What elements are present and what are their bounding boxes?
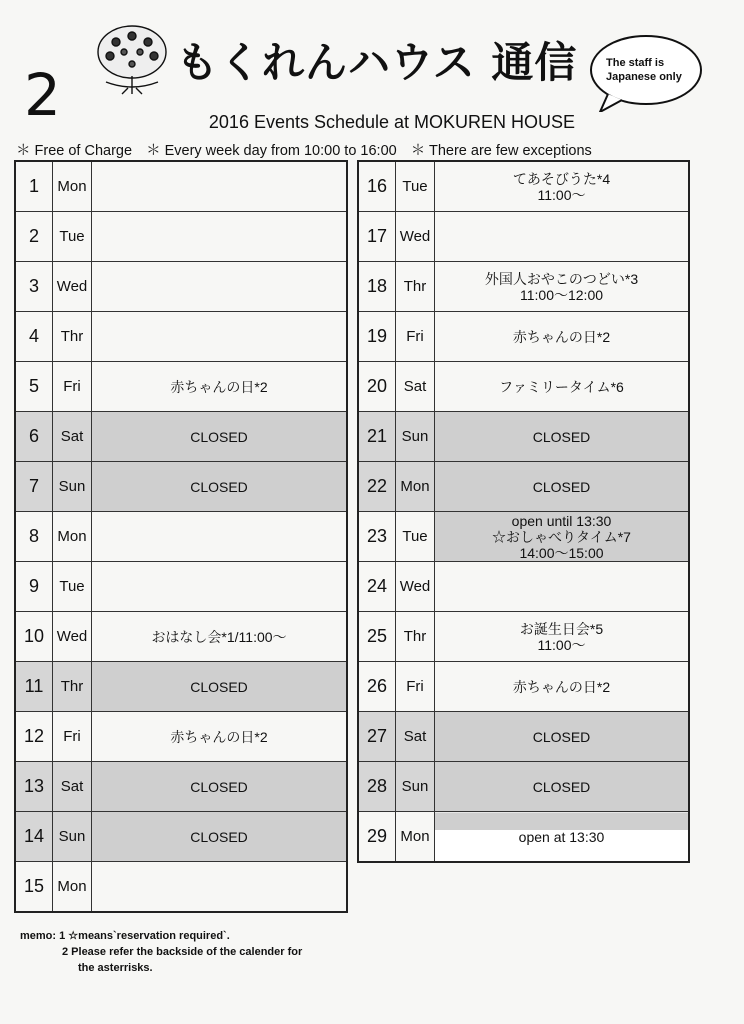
calendar-row xyxy=(15,462,347,512)
day-of-week: Sun xyxy=(396,412,435,462)
event-cell xyxy=(435,662,690,712)
calendar-row xyxy=(358,512,689,562)
event-cell: CLOSED xyxy=(92,762,348,812)
newsletter-title: もくれんハウス 通信 xyxy=(176,38,578,87)
event-cell xyxy=(435,262,690,312)
day-number: 6 xyxy=(15,412,53,462)
day-number: 3 xyxy=(15,262,53,312)
calendar-row xyxy=(15,262,347,312)
calendar-row xyxy=(358,212,689,262)
day-number: 18 xyxy=(358,262,396,312)
event-line: てあそびうた*4 xyxy=(512,170,611,187)
calendar-row xyxy=(358,762,689,812)
day-number: 10 xyxy=(15,612,53,662)
calendar-row xyxy=(15,762,347,812)
calendar-row xyxy=(358,562,689,612)
note-hours: ＊ Every week day from 10:00 to 16:00 xyxy=(146,143,397,159)
day-of-week: Fri xyxy=(53,362,92,412)
day-of-week: Mon xyxy=(396,812,435,863)
day-number: 19 xyxy=(358,312,396,362)
month-number: 2 xyxy=(24,61,61,129)
calendar-row xyxy=(15,862,347,913)
event-line: CLOSED xyxy=(532,428,591,445)
day-of-week: Wed xyxy=(396,212,435,262)
day-of-week: Thr xyxy=(396,612,435,662)
event-cell xyxy=(435,161,690,212)
calendar-row xyxy=(15,812,347,862)
event-line: ファミリータイム*6 xyxy=(499,378,624,395)
day-number: 25 xyxy=(358,612,396,662)
day-of-week: Tue xyxy=(53,562,92,612)
event-line: 14:00〜15:00 xyxy=(519,544,604,561)
day-number: 24 xyxy=(358,562,396,612)
day-number: 1 xyxy=(15,161,53,212)
day-of-week: Sat xyxy=(53,762,92,812)
day-of-week: Wed xyxy=(396,562,435,612)
event-line: 赤ちゃんの日*2 xyxy=(512,328,611,345)
day-number: 29 xyxy=(358,812,396,863)
event-line: 外国人おやこのつどい*3 xyxy=(484,270,639,287)
calendar-row xyxy=(15,312,347,362)
event-cell xyxy=(435,462,690,512)
day-number: 20 xyxy=(358,362,396,412)
event-cell xyxy=(435,312,690,362)
event-line: CLOSED xyxy=(532,478,591,495)
event-cell xyxy=(92,512,348,562)
calendar-row xyxy=(358,312,689,362)
day-number: 22 xyxy=(358,462,396,512)
schedule-subtitle: 2016 Events Schedule at MOKUREN HOUSE xyxy=(208,112,576,132)
day-number: 7 xyxy=(15,462,53,512)
event-cell xyxy=(92,262,348,312)
day-number: 16 xyxy=(358,161,396,212)
day-number: 2 xyxy=(15,212,53,262)
event-cell: 赤ちゃんの日*2 xyxy=(92,362,348,412)
calendar-row xyxy=(15,212,347,262)
event-cell xyxy=(435,712,690,762)
event-line: ☆おしゃべりタイム*7 xyxy=(492,528,631,545)
day-number: 28 xyxy=(358,762,396,812)
event-cell: 赤ちゃんの日*2 xyxy=(92,712,348,762)
day-number: 4 xyxy=(15,312,53,362)
day-of-week: Sun xyxy=(396,762,435,812)
event-cell xyxy=(435,562,690,612)
schedule-notes xyxy=(16,139,592,160)
day-number: 14 xyxy=(15,812,53,862)
day-of-week: Wed xyxy=(53,262,92,312)
event-cell xyxy=(92,562,348,612)
calendar-row xyxy=(358,161,689,212)
day-of-week: Sat xyxy=(396,362,435,412)
day-of-week: Tue xyxy=(396,161,435,212)
event-line: 11:00〜 xyxy=(537,186,586,203)
event-cell xyxy=(435,412,690,462)
event-cell: CLOSED xyxy=(92,412,348,462)
staff-language-note: The staff is Japanese only xyxy=(606,57,682,83)
event-cell xyxy=(435,762,690,812)
event-cell xyxy=(435,512,690,562)
day-number: 13 xyxy=(15,762,53,812)
calendar-row xyxy=(15,662,347,712)
peacock-logo-icon xyxy=(92,22,172,104)
calendar-row xyxy=(358,262,689,312)
event-cell xyxy=(435,212,690,262)
event-cell xyxy=(435,362,690,412)
event-line: open at 13:30 xyxy=(518,828,605,845)
day-of-week: Fri xyxy=(53,712,92,762)
day-number: 15 xyxy=(15,862,53,913)
day-of-week: Fri xyxy=(396,662,435,712)
calendar-right-table xyxy=(357,160,690,863)
calendar-row xyxy=(15,712,347,762)
day-number: 21 xyxy=(358,412,396,462)
calendar-row xyxy=(358,612,689,662)
event-cell: CLOSED xyxy=(92,662,348,712)
memo xyxy=(20,928,302,976)
day-number: 27 xyxy=(358,712,396,762)
day-number: 9 xyxy=(15,562,53,612)
memo-label: memo: xyxy=(20,930,57,942)
day-of-week: Mon xyxy=(53,512,92,562)
day-of-week: Sun xyxy=(53,462,92,512)
calendar-row xyxy=(358,712,689,762)
day-number: 12 xyxy=(15,712,53,762)
memo-line-3: the asterrisks. xyxy=(78,962,153,974)
calendar-row xyxy=(15,612,347,662)
memo-line-1: 1 ☆means`reservation required`. xyxy=(59,930,230,942)
event-cell xyxy=(435,812,690,863)
calendar-row xyxy=(358,462,689,512)
calendar-row xyxy=(358,362,689,412)
day-number: 5 xyxy=(15,362,53,412)
calendar-row xyxy=(358,812,689,863)
event-cell: CLOSED xyxy=(92,462,348,512)
event-cell xyxy=(92,212,348,262)
event-cell xyxy=(435,612,690,662)
day-number: 23 xyxy=(358,512,396,562)
event-cell xyxy=(92,862,348,913)
note-exceptions: ＊ There are few exceptions xyxy=(410,143,592,159)
day-of-week: Thr xyxy=(53,662,92,712)
day-of-week: Mon xyxy=(53,862,92,913)
day-of-week: Sun xyxy=(53,812,92,862)
day-of-week: Fri xyxy=(396,312,435,362)
day-of-week: Sat xyxy=(396,712,435,762)
event-line: CLOSED xyxy=(532,728,591,745)
day-of-week: Wed xyxy=(53,612,92,662)
event-cell: CLOSED xyxy=(92,812,348,862)
day-number: 17 xyxy=(358,212,396,262)
event-cell xyxy=(92,161,348,212)
event-line: 11:00〜 xyxy=(537,636,586,653)
day-of-week: Thr xyxy=(396,262,435,312)
calendar-row xyxy=(358,412,689,462)
day-of-week: Mon xyxy=(396,462,435,512)
event-line: お誕生日会*5 xyxy=(519,620,604,637)
event-line: 赤ちゃんの日*2 xyxy=(512,678,611,695)
day-of-week: Sat xyxy=(53,412,92,462)
day-of-week: Thr xyxy=(53,312,92,362)
day-of-week: Tue xyxy=(396,512,435,562)
calendar-row xyxy=(358,662,689,712)
day-number: 11 xyxy=(15,662,53,712)
day-of-week: Mon xyxy=(53,161,92,212)
calendar-row xyxy=(15,512,347,562)
event-cell xyxy=(92,312,348,362)
note-free: ＊ Free of Charge xyxy=(16,143,133,159)
memo-line-2: 2 Please refer the backside of the calender for xyxy=(62,946,303,958)
calendar-row xyxy=(15,562,347,612)
calendar-row xyxy=(15,362,347,412)
calendar-left-table xyxy=(14,160,348,913)
calendar-row xyxy=(15,412,347,462)
day-number: 26 xyxy=(358,662,396,712)
day-number: 8 xyxy=(15,512,53,562)
day-of-week: Tue xyxy=(53,212,92,262)
event-line: 11:00〜12:00 xyxy=(519,286,604,303)
calendar-row xyxy=(15,161,347,212)
event-line: CLOSED xyxy=(532,778,591,795)
event-line: open until 13:30 xyxy=(511,512,612,529)
event-cell: おはなし会*1/11:00〜 xyxy=(92,612,348,662)
